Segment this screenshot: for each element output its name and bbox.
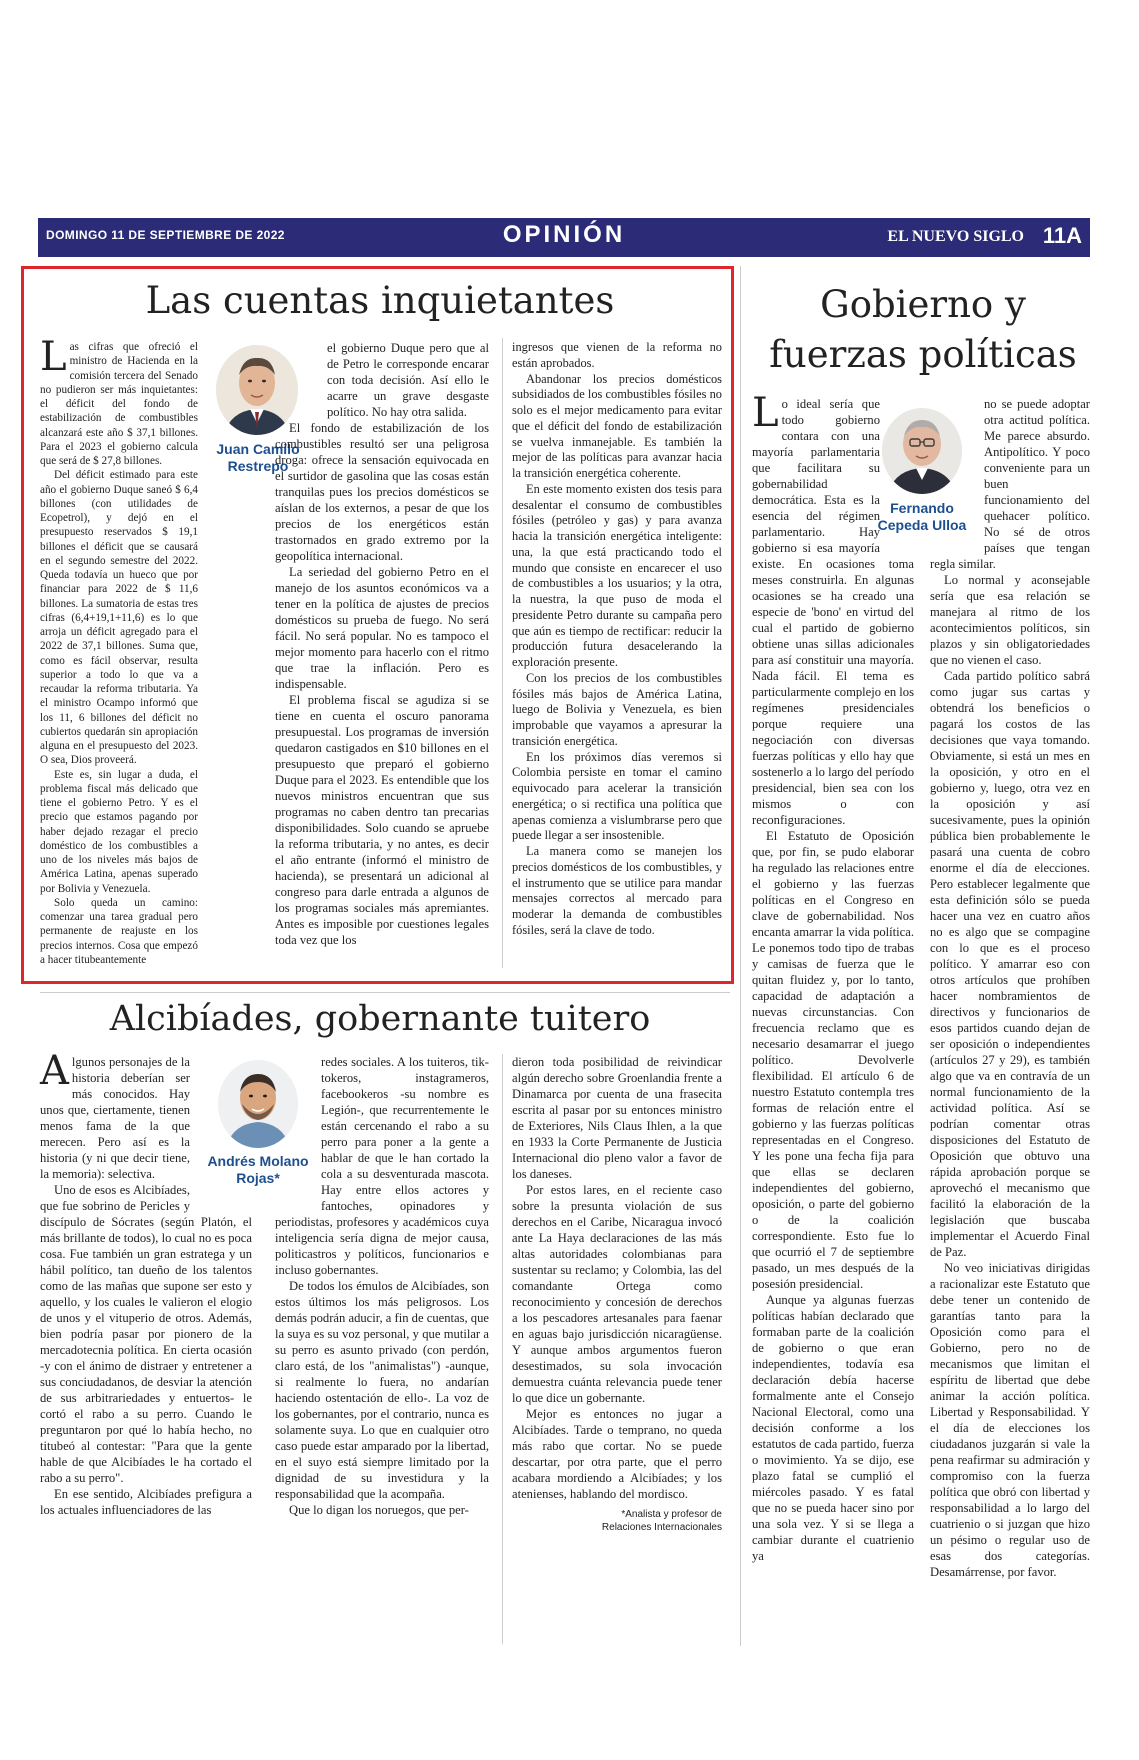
- article2-column-1: [40, 1048, 252, 1518]
- section-title: OPINIÓN: [502, 221, 626, 248]
- photo-wrap-space: [880, 396, 914, 544]
- article1-paragraph: Solo queda un camino: comenzar una tarea gradual pero permanente de reajuste en los precios internos. Cosa que empezó a hacer titubeantemente: [40, 896, 198, 966]
- article2-paragraph: Que lo digan los noruegos, que per-: [289, 1503, 469, 1517]
- drop-cap: L: [752, 390, 779, 436]
- article2-column-2: [275, 1054, 489, 1518]
- issue-date: DOMINGO 11 DE SEPTIEMBRE DE 2022: [46, 228, 285, 242]
- article1-paragraph: Del déficit estimado para este año el gobierno Duque saneó $ 6,4 billones (con utilidades de Ecopetrol), y dejó en el presupuesto reservados $ 19,1 billones el déficit que se causará en el segundo semestre del 2022. Queda todavía un hueco que por financiar para 2022 de $ 11,6 billones. La sumatoria de estas tres cifras (6,4+19,1+11,6) es lo que arroja un déficit agregado para el 2022 de 37,1 billones. Suma que, como es fácil observar, resulta superior a todo lo que va a recaudar la reforma tributaria. Ya el ministro Ocampo informó que los 11, 6 billones del déficit no cubiertos quedarán sin apropiación alguna en el presupuesto del 2023. O sea, Dios proveerá.: [40, 469, 198, 767]
- article2-column-3: [512, 1054, 722, 1534]
- drop-cap: L: [40, 334, 67, 380]
- article1-paragraph: La manera como se manejen los precios domésticos de los combustibles, y el instrumento que se utilice para mandar mensajes correctos al mercado para moderar la demanda de combustibles fósiles, será la clave de todo.: [512, 844, 722, 937]
- article2-paragraph: Uno de esos es Alcibíades, que fue sobrino de Pericles y discípulo de Sócrates (según Platón, el más brillante de todos), lo cual no es poca cosa. Fue también un gran estratega y un hábil político, tan dueño de los talentos como de las mañas que supone ser esto y aquello, y los cuales le valieron el elogio de unos y el vituperio de otros. Además, bien podría pasar por pionero de la mercadotecnia política. En cierta ocasión -y con el ánimo de distraer y entretener a sus conciudadanos, de desviar la atención de sus arbitrariedades y entuertos- le cortó el rabo a su perro. Cuando le preguntaron por qué lo había hecho, no titubeó al contestar: "Para que la gente hable de que Alcibíades le ha cortado el rabo a su perro".: [40, 1183, 252, 1485]
- article2-paragraph: Mejor es entonces no jugar a Alcibíades. Tarde o temprano, no queda más rabo que cortar. No se puede descartar, por otra parte, que el perro acabara mordiendo a Alcibíades; y los atenienses, hablando del mordisco.: [512, 1407, 722, 1501]
- column-divider: [740, 266, 741, 1646]
- header-rule: [38, 254, 1090, 257]
- article3-title-line-1: Gobierno y: [820, 283, 1026, 326]
- article2-author: Andrés Molano Rojas*: [207, 1153, 309, 1186]
- article1-paragraph: ingresos que vienen de la reforma no están aprobados.: [512, 340, 722, 370]
- article1-paragraph: La seriedad del gobierno Petro en el manejo de los asuntos económicos va a tener en la política de ajustes de precios domésticos su prueba de fuego. No será fácil. No será popular. No es tampoco el mejor momento para hacerlo con el ritmo que trae la inflación. Pero es indispensable.: [275, 565, 489, 691]
- article3-paragraph: no se puede adoptar otra actitud política. Me parece absurdo. Antipolítico. Y poco conveniente para un buen funcionamiento del quehacer político. No sé de otros países que tengan regla similar.: [930, 397, 1090, 571]
- column-divider: [502, 1054, 503, 1644]
- article2-title: Alcibíades, gobernante tuitero: [109, 999, 651, 1039]
- column-divider: [502, 338, 503, 968]
- article1-column-3: [512, 340, 722, 939]
- article3-title: [752, 280, 1094, 380]
- article2-paragraph: dieron toda posibilidad de reivindicar algún derecho sobre Groenlandia frente a Dinamarca por cuenta de una frasecita escrita al pasar por su entonces ministro de Exteriores, Nils Claus Ihlen, a la que en 1933 la Corte Permanente de Justicia Internacional dio pleno valor a favor de los daneses.: [512, 1055, 722, 1181]
- article3-title-line-2: fuerzas políticas: [769, 333, 1077, 376]
- article2-paragraph: En ese sentido, Alcibíades prefigura a los actuales influenciadores de las: [40, 1487, 252, 1517]
- article1-paragraph: Con los precios de los combustibles fósiles más bajos de América Latina, luego de Bolivia y Venezuela, es bien improbable que vayamos a apresurar la transición energética.: [512, 670, 722, 748]
- drop-cap: A: [40, 1048, 69, 1094]
- article1-title: Las cuentas inquietantes: [145, 279, 615, 322]
- article3-paragraph: No veo iniciativas dirigidas a racionalizar este Estatuto que debe tener un contenido de garantías tanto para la Oposición como para el Gobierno, pero no de mecanismos que limitan el espíritu de libertad que debe animar la acción política. Libertad y Responsabilidad. Y el día de elecciones los ciudadanos juzgarán si vale la pena reafirmar su admiración y compromiso con la fuerza política que obró con libertad y responsabilidad a lo largo del cuatrienio o si juzgan que hizo un pésimo o regular uso de esas dos categorías. Desamárrense, por favor.: [930, 1261, 1090, 1579]
- article3-column-2: [930, 396, 1090, 1580]
- article2-paragraph: redes sociales. A los tuiteros, tik-tokeros, instagrameros, facebookeros -su nombre es Legión-, que recurrentemente le están cercenando el rabo a su perro para poner a la gente a hablar de que le han cortado la cola a su desventurada mascota. Hay entre ellos actores y fantoches, opinadores y periodistas, profesores y académicos cuya inteligencia sería digna de mejor causa, politicastros y políticos, funcionarios e incluso gobernantes.: [275, 1055, 489, 1277]
- article3-paragraph: Cada partido político sabrá como jugar sus cartas y obtendrá los beneficios o pagará los costos de las decisiones que vaya tomando. Obviamente, si está un mes en la oposición, y otro en el gobierno y, luego, otra vez en la oposición y así sucesivamente, pues la opinión pública bien probablemente le pasará una cuenta de cobro enorme el día de elecciones. Pero establecer legalmente que esta definición sólo se pueda hacer una vez en cuatro años no es algo que se compagine con lo que es el proceso político. Y amarrar eso con otros artículos que prohíben hacer nombramientos de directivos y funcionarios de esos partidos cuando dejan de ser oposición o independientes (artículos 27 y 29), es también algo que va en contravía de un normal funcionamiento de la actividad política. Así se podrían comentar otras disposiciones del Estatuto de Oposición que obtuvo una rápida aprobación porque se aprovechó el mecanismo que facilitó la elaboración de la legislación que buscaba implementar el Acuerdo Final de Paz.: [930, 669, 1090, 1259]
- article3-paragraph: El Estatuto de Oposición que, por fin, se pudo elaborar ha regulado las relaciones entre el gobierno y las fuerzas políticas en el Congreso en clave de gobernabilidad. Nos encanta amarrar la vida política. Le ponemos todo tipo de trabas y camisas de fuerza que le quitan fluidez y, por lo tanto, capacidad de adaptación a nuevas circunstancias. Con frecuencia reclamo que es necesario desamarrar el juego político. Devolverle flexibilidad. El artículo 6 de nuestro Estatuto contempla tres formas de relación entre el gobierno y las fuerzas políticas representadas en el Congreso. Y les pone una fecha fija para que ellas se declaren independientes del gobierno, oposición, o parte del gobierno o de la coalición correspondiente. Esto fue lo que ocurrió el 7 de septiembre pasado, un mes después de la posesión presidencial.: [752, 829, 914, 1291]
- article1-author: Juan Camilo Restrepo: [216, 441, 300, 474]
- article1-paragraph: En este momento existen dos tesis para desalentar el consumo de combustibles fósiles (petróleo y gas) y para avanza hacia la transición energética inteligente: una, la que está practicando todo el mundo que consiste en encarecer el uso de combustibles a los usuarios; y la otra, la nuestra, la que puso de moda el presidente Petro durante su campaña pero que aún es tiempo de rectificar: reducir la producción futura desacelerando la exploración presente.: [512, 481, 722, 669]
- page-header-band: [38, 218, 1090, 254]
- photo-wrap-space: [275, 1054, 321, 1204]
- article3-paragraph: Lo normal y aconsejable sería que esa relación se manejara al ritmo de los acontecimientos políticos, sin plazos y sin obligatoriedades que no vienen el caso.: [930, 573, 1090, 667]
- article1-column-1: [40, 334, 198, 967]
- article2-paragraph: Algunos personajes de la historia deberían ser más conocidos. Hay unos que, ciertamente, tienen menos fama de la que merecen. Pero así es la historia (y ni que decir tiene, la memoria): selectiva.: [40, 1054, 252, 1182]
- photo-wrap-space: [190, 1054, 252, 1204]
- article3-paragraph: Lo ideal sería que todo gobierno contara con una mayoría parlamentaria que facilitara su gobernabilidad democrática. Esta es la esencia del régimen parlamentario. Hay gobierno si esa mayoría existe. En ocasiones toma meses construirla. En algunas ocasiones se ha creado una especie de 'bono' en virtud del cual el partido de gobierno obtiene unas sillas adicionales para así constituir una mayoría. Nada fácil. El tema es particularmente complejo en los regímenes presidenciales porque requiere una negociación con diversas fuerzas políticas y ello hay que sostenerlo a lo largo del período presidencial, bien sea con los mismos o con reconfiguraciones.: [752, 390, 914, 827]
- article3-column-1: [752, 390, 914, 1564]
- article1-paragraph: El problema fiscal se agudiza si se tiene en cuenta el oscuro panorama presupuestal. Los programas de inversión quedaron castigados en $10 billones en el presupuesto que preparó el gobierno Duque para el 2023. Es entendible que los nuevos ministros encuentran que sus programas no caben dentro tan precarias disponibilidades. Solo cuando se apruebe la reforma tributaria, y no antes, es decir el año entrante (informó el ministro de hacienda), se presentará un adicional al congreso para darle entrada a algunos de los programas sociales más apremiantes. Antes es imposible por cuestiones legales toda vez que los: [275, 693, 489, 947]
- newspaper-brand: EL NUEVO SIGLO: [887, 228, 1024, 245]
- article3-author: Fernando Cepeda Ulloa: [877, 500, 967, 533]
- article1-column-2: [275, 340, 489, 948]
- article1-paragraph: el gobierno Duque pero que al de Petro le corresponde encarar con toda decisión. Así ello le acarre un grave desgaste político. No hay otra salida.: [327, 341, 489, 419]
- article2-paragraph: Por estos lares, en el reciente caso sobre la presunta violación de sus derechos en el Caribe, Nicaragua invocó ante La Haya declaraciones de las más altas autoridades colombianas para sustentar su reclamo; y Colombia, las del comandante Ortega como reconocimiento y concesión de derechos a los pescadores artesanales para faenar en aguas bajo jurisdicción nicaragüense. Y aunque ambos argumentos fueron desestimados, su sola invocación demuestra cuánta relevancia puede tener lo que dice un gobernante.: [512, 1183, 722, 1405]
- article1-paragraph: Las cifras que ofreció el ministro de Hacienda en la comisión tercera del Senado no pudieron ser más inquietantes: el déficit del fondo de estabilización de combustibles alcanzará este año $ 37,1 billones. Para el 2023 el gobierno calcula que será de $ 27,8 billones.: [40, 334, 198, 467]
- article1-paragraph: El fondo de estabilización de los combustibles resultó ser una peligrosa droga: ofrece la sensación equivocada en el surtidor de gasolina que las cosas están tranquilas pues los precios domésticos se aíslan de los externos, a pesar de que los precios de los energéticos están trastornados en grado extremo por la geopolítica internacional.: [275, 421, 489, 563]
- photo-wrap-space: [930, 396, 984, 544]
- page-number: 11A: [1042, 223, 1082, 248]
- article1-paragraph: En los próximos días veremos si Colombia persiste en tomar el camino equivocado para acelerar la transición energética; o si rectifica una política que apenas comienza a vislumbrarse pero que puede llegar a ser insostenible.: [512, 749, 722, 843]
- article1-paragraph: Este es, sin lugar a duda, el problema fiscal más delicado que tiene el gobierno Petro. Y es el precio que estamos pagando por haber dejado rezagar el precio doméstico de los combustibles a uno de los niveles más bajos de América Latina, apenas superado por Bolivia y Venezuela.: [40, 768, 198, 895]
- article1-paragraph: Abandonar los precios domésticos subsidiados de los combustibles fósiles no solo es el mejor medicamento para evitar que el déficit del fondo de estabilización se vuelva inmanejable. Es también la mejor de las políticas para avanzar hacia la transición energética coherente.: [512, 371, 722, 480]
- article2-paragraph: De todos los émulos de Alcibíades, son estos últimos los más peligrosos. Los demás podrán aducir, a fin de cuentas, que la suya es su voz personal, y que mutilar a su perro es asunto privado (con perdón, claro está, de los "animalistas") -aunque, si realmente lo fuera, no andarían haciendo ostentación de ello-. La voz de los gobernantes, por el contrario, nunca es solamente suya. Lo que en cualquier otro caso puede estar amparado por la libertad, en el suyo está siempre limitado por la dignidad de su investidura y la responsabilidad que la acompaña.: [275, 1279, 489, 1501]
- article3-paragraph: Aunque ya algunas fuerzas políticas habían declarado que formaban parte de la coalición de gobierno o que eran independientes, todavía esa declaración debía hacerse formalmente ante el Consejo Nacional Electoral, como una decisión conforme a los estatutos de cada partido, fuerza o movimiento. Ya se dijo, ese plazo fatal se cumplió el miércoles pasado. Y es fatal que no se pueda hacer sino por una sola vez. Y si se llega a cambiar durante el cuatrienio ya: [752, 1293, 914, 1563]
- section-divider: [40, 992, 730, 993]
- author-note: *Analista y profesor de Relaciones Internacionales: [601, 1509, 722, 1533]
